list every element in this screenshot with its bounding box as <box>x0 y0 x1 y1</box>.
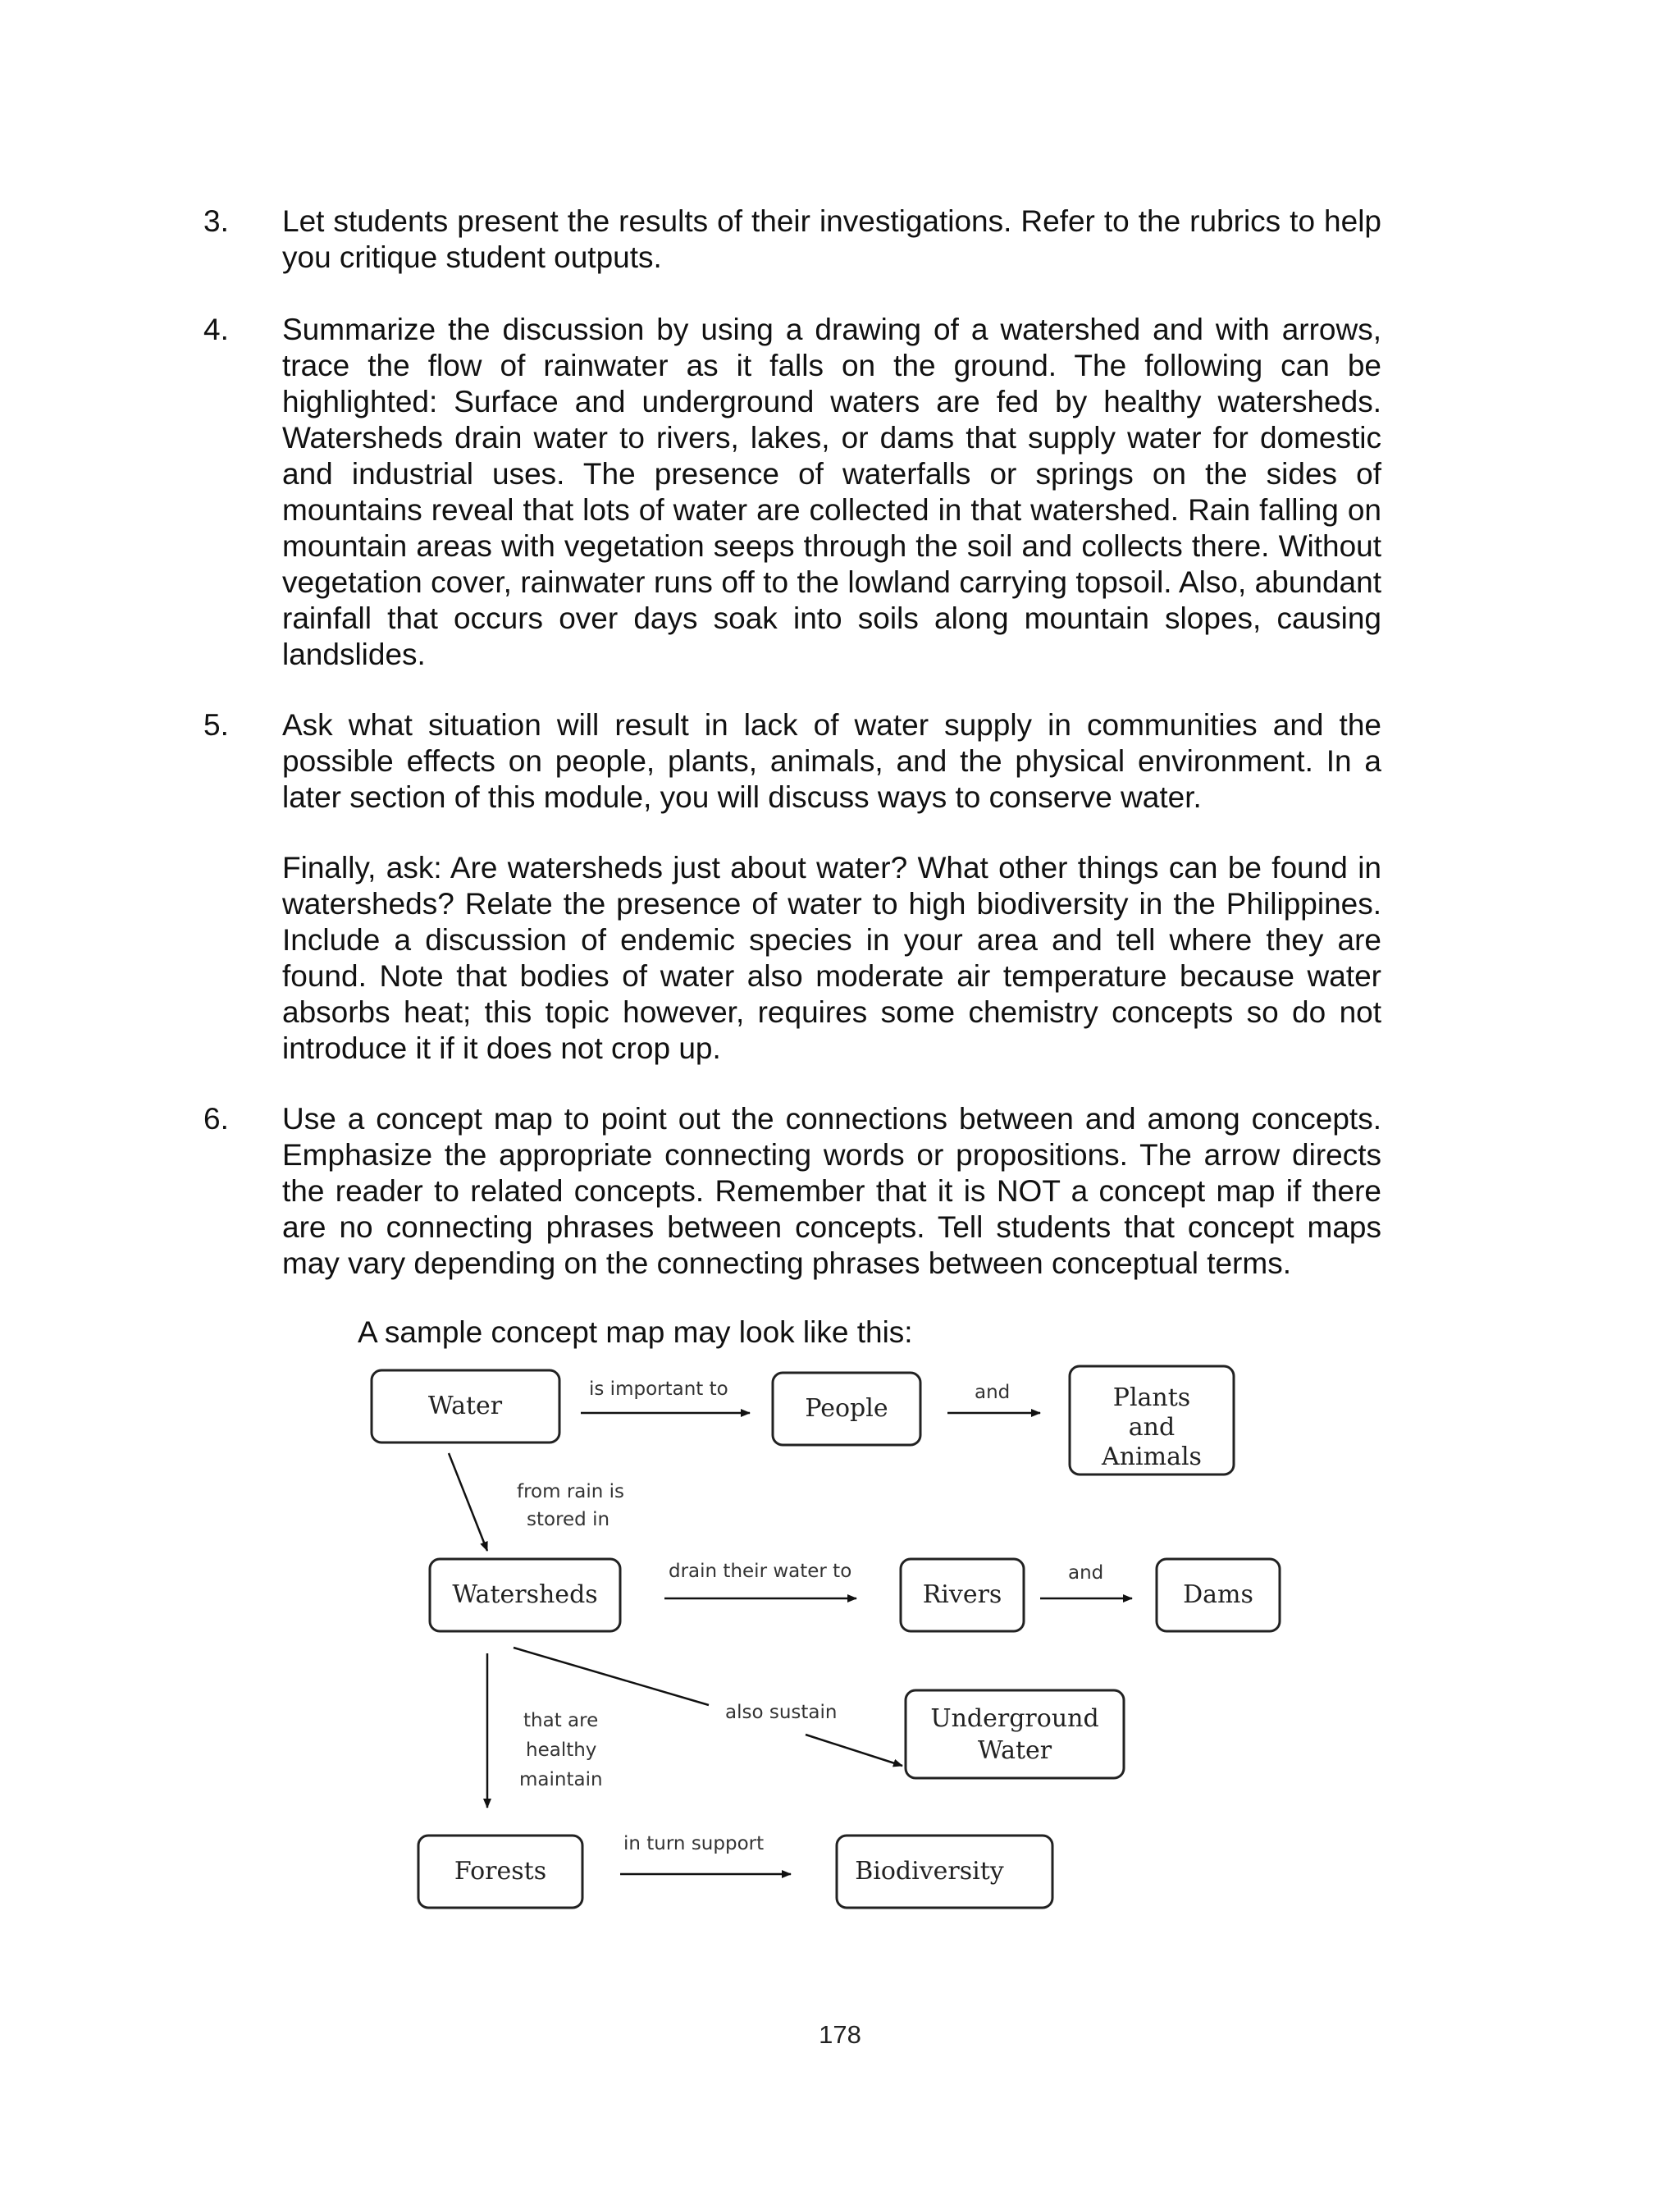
item-paragraph: Let students present the results of their investigations. Refer to the rubrics to help you critique student outputs. <box>282 204 1381 274</box>
node-biodiversity-label: Biodiversity <box>855 1857 1004 1886</box>
node-underground-label-line1: Underground <box>930 1704 1099 1733</box>
item-paragraph: Ask what situation will result in lack of water supply in communities and the possible effects on people, plants, animals, and the physical environment. In a later section of this module, you will discuss ways to conserve water. <box>282 708 1381 814</box>
edge-watersheds-underground-part2 <box>806 1735 902 1766</box>
node-underground-water <box>906 1690 1124 1778</box>
edge-water-watersheds <box>449 1453 487 1551</box>
item-number: 5. <box>203 708 229 742</box>
node-dams <box>1157 1559 1280 1631</box>
link-label-forests-biodiversity: in turn support <box>623 1833 765 1854</box>
link-label-rivers-dams: and <box>1068 1562 1104 1584</box>
item-paragraph: Finally, ask: Are watersheds just about water? What other things can be found in watersheds? Relate the presence of water to high biodiversity in the Philippines. Include a discussion of endemic species in your area and tell where they are found. Note that bodies of water also moderate air temperature because water absorbs heat; this topic however, requires some chemistry concepts so do not introduce it if it does not crop up. <box>282 851 1381 1065</box>
node-plants-and-animals <box>1070 1366 1234 1474</box>
link-label-watersheds-rivers: drain their water to <box>669 1561 852 1582</box>
node-rivers <box>901 1559 1024 1631</box>
link-label-water-watersheds-line1: from rain is <box>517 1481 625 1502</box>
page-number: 178 <box>819 2020 861 2049</box>
node-people-label: People <box>805 1394 888 1423</box>
node-water <box>372 1370 559 1442</box>
link-label-watersheds-forests-line3: maintain <box>519 1769 603 1790</box>
item-number: 6. <box>203 1102 229 1136</box>
item-number: 3. <box>203 204 229 238</box>
link-label-water-people: is important to <box>589 1378 728 1400</box>
node-biodiversity <box>837 1836 1052 1908</box>
link-label-watersheds-forests-line1: that are <box>523 1710 599 1731</box>
node-plants-label-line3: Animals <box>1102 1442 1202 1471</box>
link-label-people-plants: and <box>975 1382 1011 1403</box>
node-plants-label-line1: Plants <box>1112 1383 1191 1412</box>
node-rivers-label: Rivers <box>922 1580 1002 1609</box>
node-forests <box>418 1836 582 1908</box>
node-watersheds-label: Watersheds <box>452 1580 598 1609</box>
node-watersheds <box>430 1559 620 1631</box>
node-dams-label: Dams <box>1183 1580 1253 1609</box>
node-water-label: Water <box>427 1392 503 1420</box>
node-plants-label-line2: and <box>1128 1413 1176 1442</box>
edge-watersheds-underground-part1 <box>514 1648 709 1705</box>
node-people <box>773 1373 920 1445</box>
link-label-watersheds-underground: also sustain <box>725 1702 838 1723</box>
concept-map-intro: A sample concept map may look like this: <box>358 1315 913 1349</box>
item-paragraph: Summarize the discussion by using a drawing of a watershed and with arrows, trace the flow of rainwater as it falls on the ground. The following can be highlighted: Surface and underground waters are fed by healthy watersheds. Watersheds drain water to rivers, lakes, or dams that supply water for domestic and industrial uses. The presence of waterfalls or springs on the sides of mountains reveal that lots of water are collected in that watershed. Rain falling on mountain areas with vegetation seeps through the soil and collects there. Without vegetation cover, rainwater runs off to the lowland carrying topsoil. Also, abundant rainfall that occurs over days soak into soils along mountain slopes, causing landslides. <box>282 313 1381 671</box>
item-number: 4. <box>203 313 229 346</box>
item-paragraph: Use a concept map to point out the connections between and among concepts. Emphasize the appropriate connecting words or propositions. The arrow directs the reader to related concepts. Remember that it is NOT a concept map if there are no connecting phrases between concepts. Tell students that concept maps may vary depending on the connecting phrases between conceptual terms. <box>282 1102 1381 1280</box>
link-label-watersheds-forests-line2: healthy <box>526 1740 597 1761</box>
node-forests-label: Forests <box>454 1857 547 1886</box>
node-underground-label-line2: Water <box>977 1736 1052 1765</box>
link-label-water-watersheds-line2: stored in <box>527 1509 610 1530</box>
